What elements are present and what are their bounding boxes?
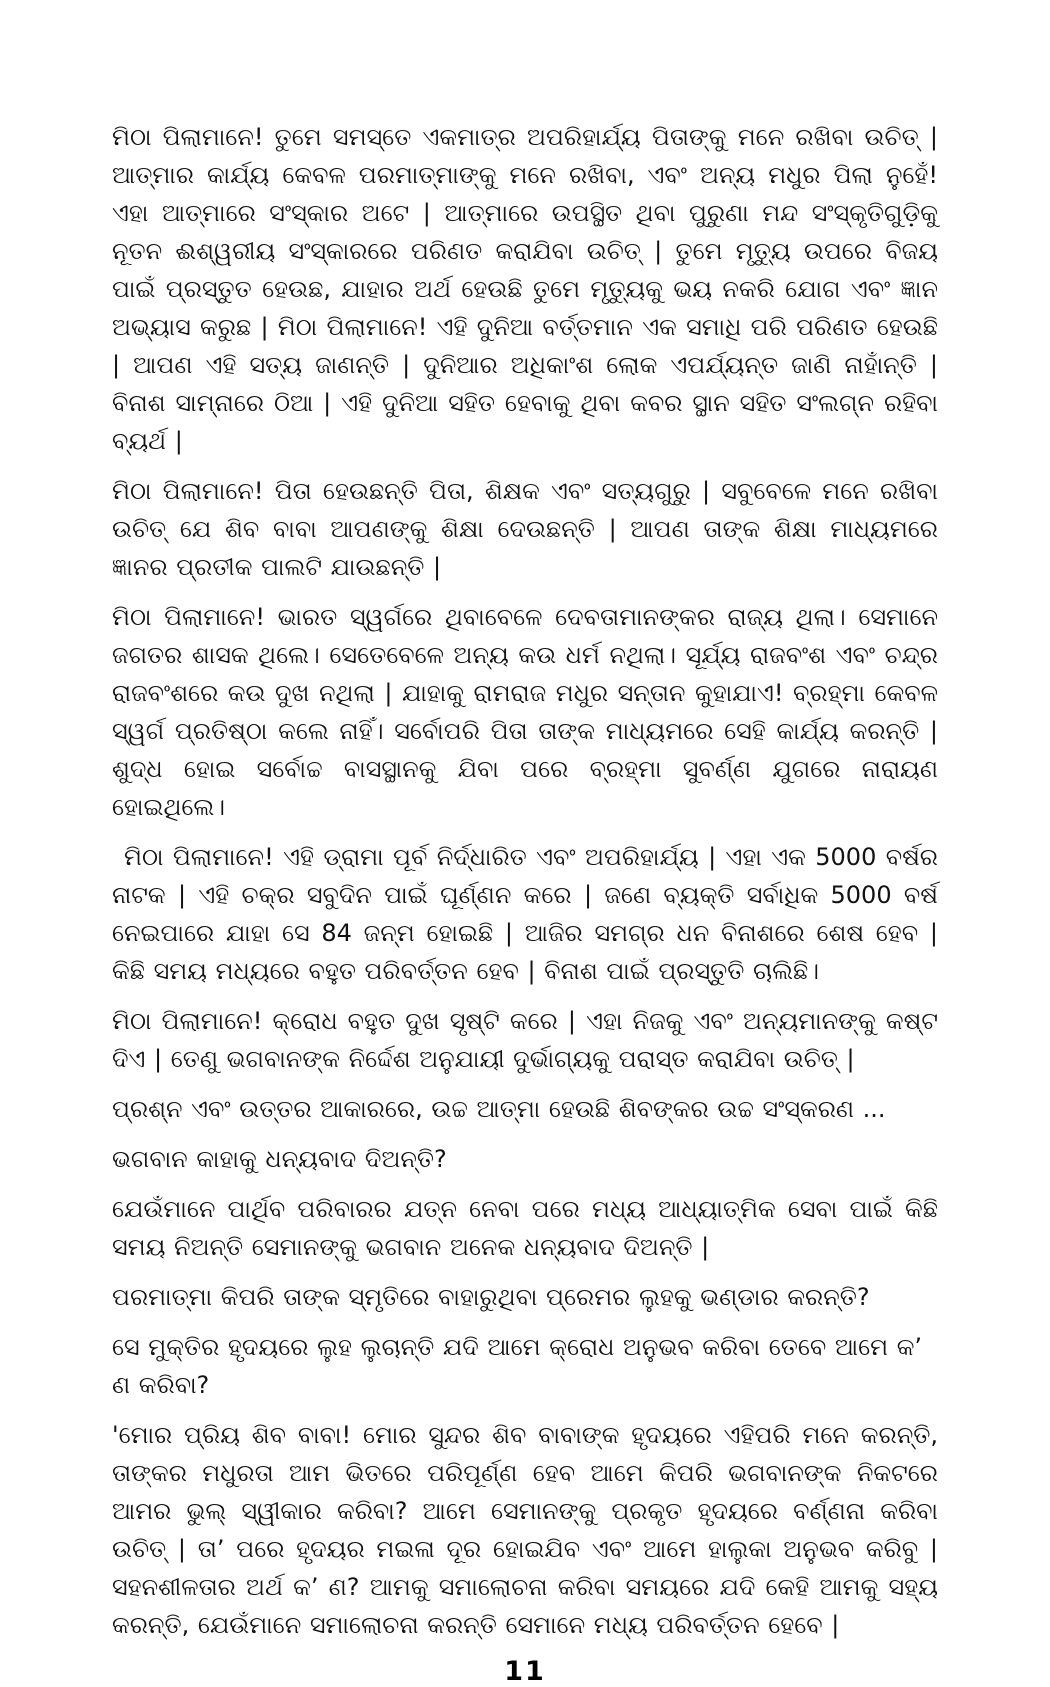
question-line: ସେ ମୁକ୍ତିର ହୃଦୟରେ ଲୁହ ଲୁଚାନ୍ତି ଯଦି ଆମେ କ୍ରୋଧ ଅନୁଭବ କରିବା ତେବେ ଆମେ କ’ ଣ କରିବା? bbox=[112, 1333, 923, 1399]
body-paragraph: ମିଠା ପିଲାମାନେ! କ୍ରୋଧ ବହୁତ ଦୁଖ ସୃଷ୍ଟି କରେ | ଏହା ନିଜକୁ ଏବଂ ଅନ୍ୟମାନଙ୍କୁ କଷ୍ଟ ଦିଏ | ତେଣୁ ଭଗବାନଙ୍କ ନିର୍ଦ୍ଦେଶ ଅନୁଯାୟୀ ଦୁର୍ଭାଗ୍ୟକୁ ପରାସ୍ତ କରାଯିବା ଉଚିତ୍ | bbox=[112, 1007, 938, 1073]
body-paragraph: ଯେଉଁମାନେ ପାର୍ଥିବ ପରିବାରର ଯତ୍ନ ନେବା ପରେ ମଧ୍ୟ ଆଧ୍ୟାତ୍ମିକ ସେବା ପାଇଁ କିଛି ସମୟ ନିଅନ୍ତି ସେମାନଙ୍କୁ ଭଗବାନ ଅନେକ ଧନ୍ୟବାଦ ଦିଅନ୍ତି | bbox=[112, 1195, 938, 1261]
body-paragraph: ମିଠା ପିଲାମାନେ! ପିତା ହେଉଛନ୍ତି ପିତା, ଶିକ୍ଷକ ଏବଂ ସତ୍ୟଗୁରୁ | ସବୁବେଳେ ମନେ ରଖିବା ଉଚିତ୍ ଯେ ଶିବ ବାବା ଆପଣଙ୍କୁ ଶିକ୍ଷା ଦେଉଛନ୍ତି | ଆପଣ ତାଙ୍କ ଶିକ୍ଷା ମାଧ୍ୟମରେ ଜ୍ଞାନର ପ୍ରତୀକ ପାଲଟି ଯାଉଛନ୍ତି | bbox=[112, 477, 938, 581]
body-paragraph: ମିଠା ପିଲାମାନେ! ଭାରତ ସ୍ୱର୍ଗରେ ଥିବାବେଳେ ଦେବତାମାନଙ୍କର ରାଜ୍ୟ ଥିଲା। ସେମାନେ ଜଗତର ଶାସକ ଥିଲେ। ସେତେବେଳେ ଅନ୍ୟ କଉ ଧର୍ମ ନଥିଲା। ସୂର୍ଯ୍ୟ ରାଜବଂଶ ଏବଂ ଚନ୍ଦ୍ର ରାଜବଂଶରେ କଉ ଦୁଖ ନଥିଲା | ଯାହାକୁ ରାମରାଜ ମଧୁର ସନ୍ତାନ କୁହାଯାଏ! ବ୍ରହ୍ମା କେବଳ ସ୍ୱର୍ଗ ପ୍ରତିଷ୍ଠା କଲେ ନାହିଁ। ସର୍ବୋପରି ପିତା ତାଙ୍କ ମାଧ୍ୟମରେ ସେହି କାର୍ଯ୍ୟ କରନ୍ତି | ଶୁଦ୍ଧ ହୋଇ ସର୍ବୋଚ୍ଚ ବାସସ୍ଥାନକୁ ଯିବା ପରେ ବ୍ରହ୍ମା ସୁବର୍ଣ୍ଣ ଯୁଗରେ ନାରାୟଣ ହୋଇଥିଲେ। bbox=[112, 603, 938, 821]
body-paragraph: ମିଠା ପିଲାମାନେ! ତୁମେ ସମସ୍ତେ ଏକମାତ୍ର ଅପରିହାର୍ଯ୍ୟ ପିତାଙ୍କୁ ମନେ ରଖିବା ଉଚିତ୍ | ଆତ୍ମାର କାର୍ଯ୍ୟ କେବଳ ପରମାତ୍ମାଙ୍କୁ ମନେ ରଖିବା, ଏବଂ ଅନ୍ୟ ମଧୁର ପିଲା ନୁହେଁ! ଏହା ଆତ୍ମାରେ ସଂସ୍କାର ଅଟେ | ଆତ୍ମାରେ ଉପସ୍ଥିତ ଥିବା ପୁରୁଣା ମନ୍ଦ ସଂସ୍କୃତିଗୁଡ଼ିକୁ ନୂତନ ଈଶ୍ୱରୀୟ ସଂସ୍କାରରେ ପରିଣତ କରାଯିବା ଉଚିତ୍ | ତୁମେ ମୃତ୍ୟୁ ଉପରେ ବିଜୟ ପାଇଁ ପ୍ରସ୍ତୁତ ହେଉଛ, ଯାହାର ଅର୍ଥ ହେଉଛି ତୁମେ ମୃତ୍ୟୁକୁ ଭୟ ନକରି ଯୋଗ ଏବଂ ଜ୍ଞାନ ଅଭ୍ୟାସ କରୁଛ | ମିଠା ପିଲାମାନେ! ଏହି ଦୁନିଆ ବର୍ତ୍ତମାନ ଏକ ସମାଧି ପରି ପରିଣତ ହେଉଛି | ଆପଣ ଏହି ସତ୍ୟ ଜାଣନ୍ତି | ଦୁନିଆର ଅଧିକାଂଶ ଲୋକ ଏପର୍ଯ୍ୟନ୍ତ ଜାଣି ନାହାଁନ୍ତି | ବିନାଶ ସାମ୍ନାରେ ଠିଆ | ଏହି ଦୁନିଆ ସହିତ ହେବାକୁ ଥିବା କବର ସ୍ଥାନ ସହିତ ସଂଲଗ୍ନ ରହିବା ବ୍ୟର୍ଥ | bbox=[112, 123, 938, 455]
body-paragraph: 'ମୋର ପ୍ରିୟ ଶିବ ବାବା! ମୋର ସୁନ୍ଦର ଶିବ ବାବାଙ୍କ ହୃଦୟରେ ଏହିପରି ମନେ କରନ୍ତି, ତାଙ୍କର ମଧୁରତା ଆମ ଭିତରେ ପରିପୂର୍ଣ୍ଣ ହେବ ଆମେ କିପରି ଭଗବାନଙ୍କ ନିକଟରେ ଆମର ଭୁଲ୍ ସ୍ୱୀକାର କରିବା? ଆମେ ସେମାନଙ୍କୁ ପ୍ରକୃତ ହୃଦୟରେ ବର୍ଣ୍ଣନା କରିବା ଉଚିତ୍ | ତା’ ପରେ ହୃଦୟର ମଇଳା ଦୂର ହୋଇଯିବ ଏବଂ ଆମେ ହାଲୁକା ଅନୁଭବ କରିବୁ | ସହନଶୀଳତାର ଅର୍ଥ କ’ ଣ? ଆମକୁ ସମାଲୋଚନା କରିବା ସମୟରେ ଯଦି କେହି ଆମକୁ ସହ୍ୟ କରନ୍ତି, ଯେଉଁମାନେ ସମାଲୋଚନା କରନ୍ତି ସେମାନେ ମଧ୍ୟ ପରିବର୍ତ୍ତନ ହେବେ | bbox=[112, 1421, 938, 1639]
page-number: 11 bbox=[504, 1656, 546, 1687]
question-line: ପରମାତ୍ମା କିପରି ତାଙ୍କ ସ୍ମୃତିରେ ବାହାରୁଥିବା ପ୍ରେମର ଲୁହକୁ ଭଣ୍ଡାର କରନ୍ତି? bbox=[112, 1283, 870, 1311]
question-line: ଭଗବାନ କାହାକୁ ଧନ୍ୟବାଦ ଦିଅନ୍ତି? bbox=[112, 1145, 447, 1173]
body-paragraph: ପ୍ରଶ୍ନ ଏବଂ ଉତ୍ତର ଆକାରରେ, ଉଚ୍ଚ ଆତ୍ମା ହେଉଛି ଶିବଙ୍କର ଉଚ୍ଚ ସଂସ୍କରଣ ... bbox=[112, 1095, 886, 1123]
body-text bbox=[112, 118, 938, 1644]
body-paragraph: ମିଠା ପିଲାମାନେ! ଏହି ଡ୍ରାମା ପୂର୍ବ ନିର୍ଦ୍ଧାରିତ ଏବଂ ଅପରିହାର୍ଯ୍ୟ | ଏହା ଏକ 5000 ବର୍ଷର ନାଟକ | ଏହି ଚକ୍ର ସବୁଦିନ ପାଇଁ ଘୂର୍ଣ୍ଣନ କରେ | ଜଣେ ବ୍ୟକ୍ତି ସର୍ବାଧିକ 5000 ବର୍ଷ ନେଇପାରେ ଯାହା ସେ 84 ଜନ୍ମ ହୋଇଛି | ଆଜିର ସମଗ୍ର ଧନ ବିନାଶରେ ଶେଷ ହେବ | କିଛି ସମୟ ମଧ୍ୟରେ ବହୁତ ପରିବର୍ତ୍ତନ ହେବ | ବିନାଶ ପାଇଁ ପ୍ରସ୍ତୁତି ଚାଲିଛି। bbox=[112, 843, 938, 985]
